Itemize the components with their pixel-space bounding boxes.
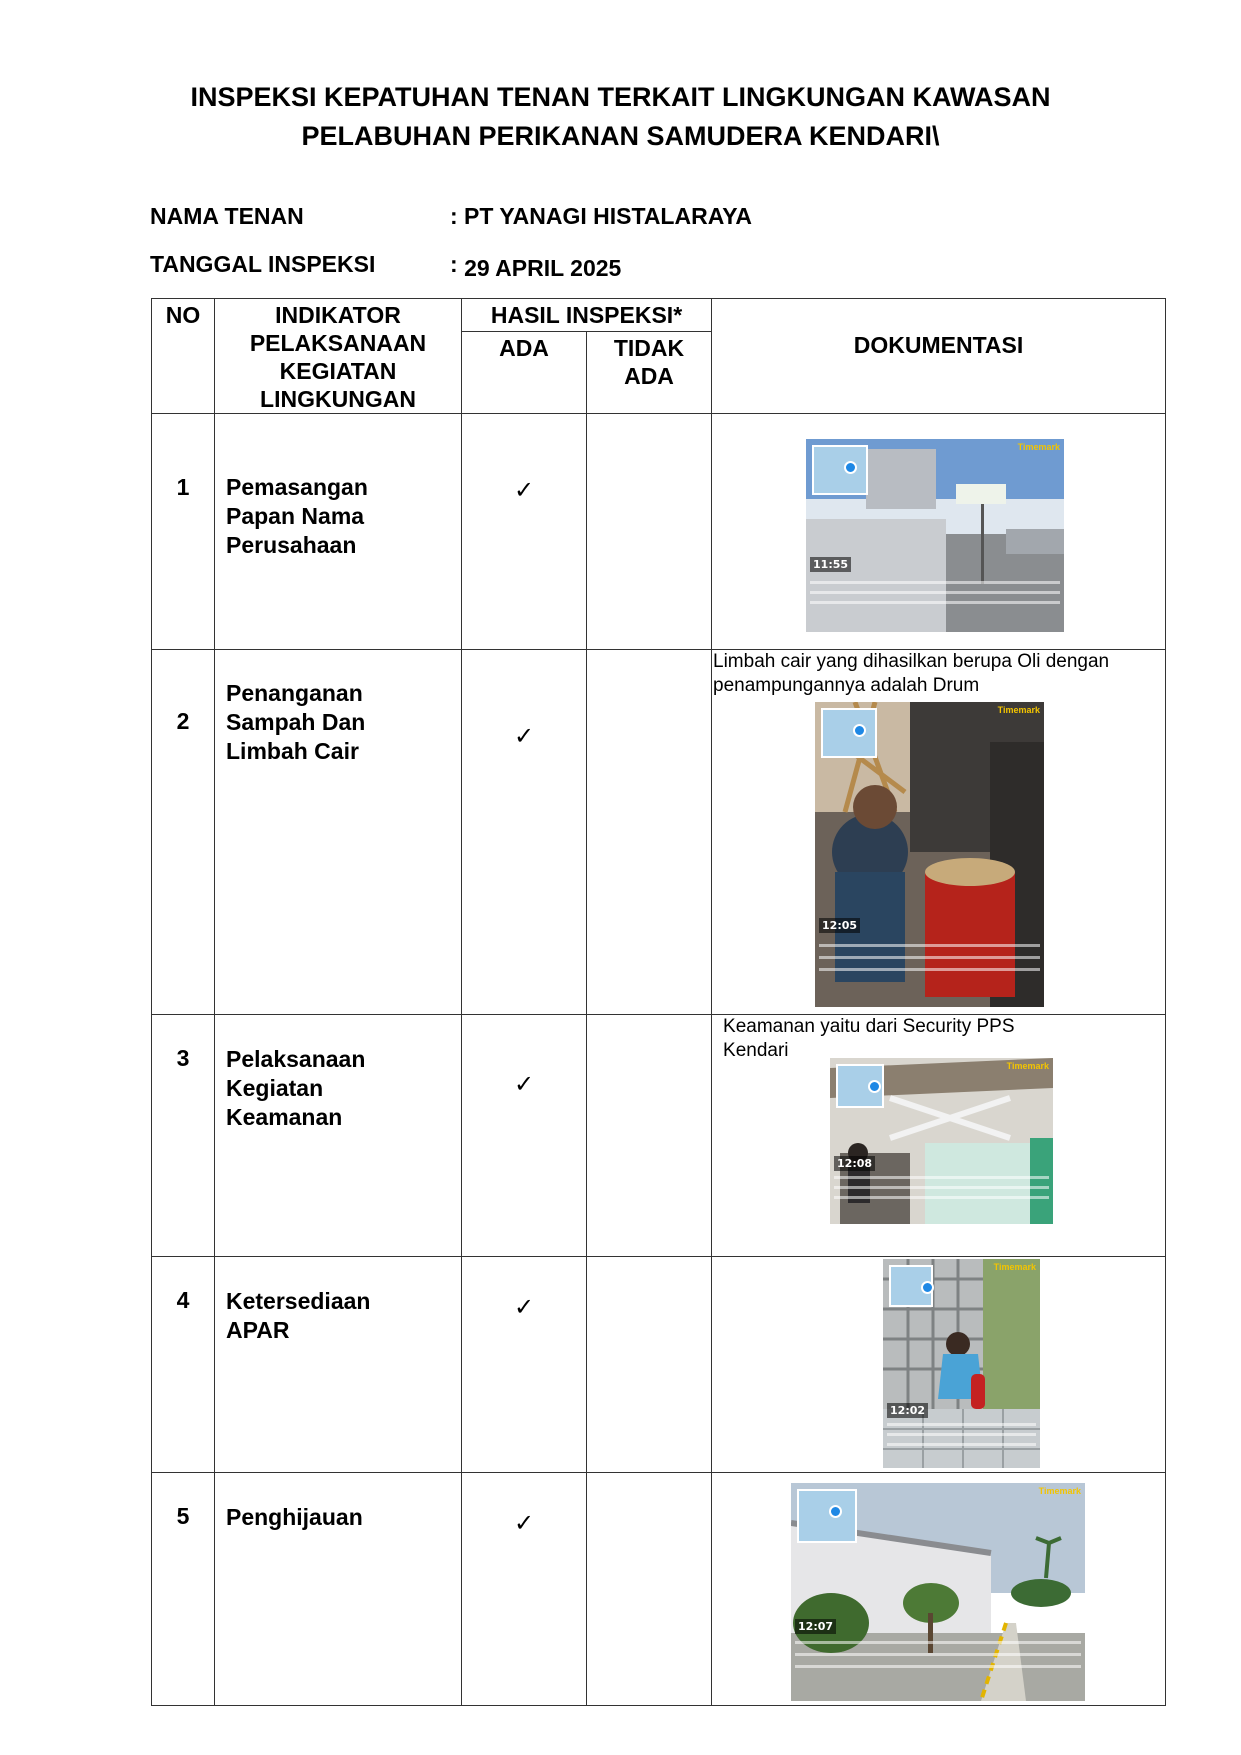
documentation-cell (712, 1473, 1166, 1706)
documentation-cell (712, 1015, 1166, 1257)
photo-timestamp: 12:08 (834, 1156, 875, 1171)
checkmark-ada: ✓ (462, 1257, 587, 1473)
tanggal-inspeksi-label: TANGGAL INSPEKSI (150, 251, 376, 277)
header-tidak-ada: TIDAK ADA (587, 332, 712, 414)
timemark-logo: Timemark (1038, 1486, 1082, 1496)
photo-oil-drum (815, 702, 1044, 1007)
table-row (152, 1473, 1166, 1706)
header-ada: ADA (462, 332, 587, 414)
nama-tenan-label: NAMA TENAN (150, 203, 304, 229)
photo-timestamp: 12:02 (887, 1403, 928, 1418)
photo-fire-extinguisher (883, 1259, 1040, 1468)
header-no: NO (152, 299, 215, 414)
map-thumbnail-icon (797, 1489, 857, 1543)
tanggal-inspeksi-value (450, 251, 622, 281)
document-title (0, 78, 1241, 156)
header-dokumentasi: DOKUMENTASI (712, 299, 1166, 414)
documentation-caption: Keamanan yaitu dari Security PPS Kendari (723, 1016, 1015, 1061)
table-row (152, 1015, 1166, 1257)
row-indikator: Pemasangan Papan Nama Perusahaan (215, 414, 462, 650)
row-number: 3 (152, 1015, 215, 1257)
cell-tidak-ada (587, 1015, 712, 1257)
checkmark-ada: ✓ (462, 1473, 587, 1706)
cell-tidak-ada (587, 414, 712, 650)
photo-timestamp: 12:05 (819, 918, 860, 933)
row-indikator: Penanganan Sampah Dan Limbah Cair (215, 650, 462, 1015)
timemark-logo: Timemark (997, 705, 1041, 715)
header-hasil-inspeksi: HASIL INSPEKSI* (462, 299, 712, 332)
photo-signboard (806, 439, 1064, 632)
photo-timestamp: 12:07 (795, 1619, 836, 1634)
timemark-logo: Timemark (993, 1262, 1037, 1272)
title-line-1: INSPEKSI KEPATUHAN TENAN TERKAIT LINGKUNGAN KAWASAN (190, 82, 1051, 112)
table-row (152, 650, 1166, 1015)
checkmark-ada: ✓ (462, 414, 587, 650)
row-indikator: Pelaksanaan Kegiatan Keamanan (215, 1015, 462, 1257)
tanggal-date: 29 APRIL 2025 (464, 255, 622, 281)
row-number: 1 (152, 414, 215, 650)
map-thumbnail-icon (889, 1265, 933, 1307)
table-row (152, 1257, 1166, 1473)
photo-greenery (791, 1483, 1085, 1701)
row-number: 4 (152, 1257, 215, 1473)
tanggal-colon: : (450, 251, 458, 277)
timemark-logo: Timemark (1006, 1061, 1050, 1071)
documentation-caption: Limbah cair yang dihasilkan berupa Oli dengan penampungannya adalah Drum (713, 651, 1110, 696)
cell-tidak-ada (587, 1257, 712, 1473)
row-number: 2 (152, 650, 215, 1015)
checkmark-ada: ✓ (462, 1015, 587, 1257)
documentation-cell (712, 1257, 1166, 1473)
map-thumbnail-icon (836, 1064, 884, 1108)
title-line-2: PELABUHAN PERIKANAN SAMUDERA KENDARI\ (301, 121, 940, 151)
table-row (152, 414, 1166, 650)
cell-tidak-ada (587, 1473, 712, 1706)
row-indikator: Ketersediaan APAR (215, 1257, 462, 1473)
map-thumbnail-icon (821, 708, 877, 758)
documentation-cell (712, 414, 1166, 650)
checkmark-ada: ✓ (462, 650, 587, 1015)
photo-timestamp: 11:55 (810, 557, 851, 572)
timemark-logo: Timemark (1017, 442, 1061, 452)
cell-tidak-ada (587, 650, 712, 1015)
inspection-table (151, 298, 1166, 1706)
documentation-cell (712, 650, 1166, 1015)
row-indikator: Penghijauan (215, 1473, 462, 1706)
map-thumbnail-icon (812, 445, 868, 495)
header-indikator: INDIKATOR PELAKSANAAN KEGIATAN LINGKUNGAN (215, 299, 462, 414)
row-number: 5 (152, 1473, 215, 1706)
photo-security-post (830, 1058, 1053, 1224)
nama-tenan-value: : PT YANAGI HISTALARAYA (450, 203, 753, 229)
